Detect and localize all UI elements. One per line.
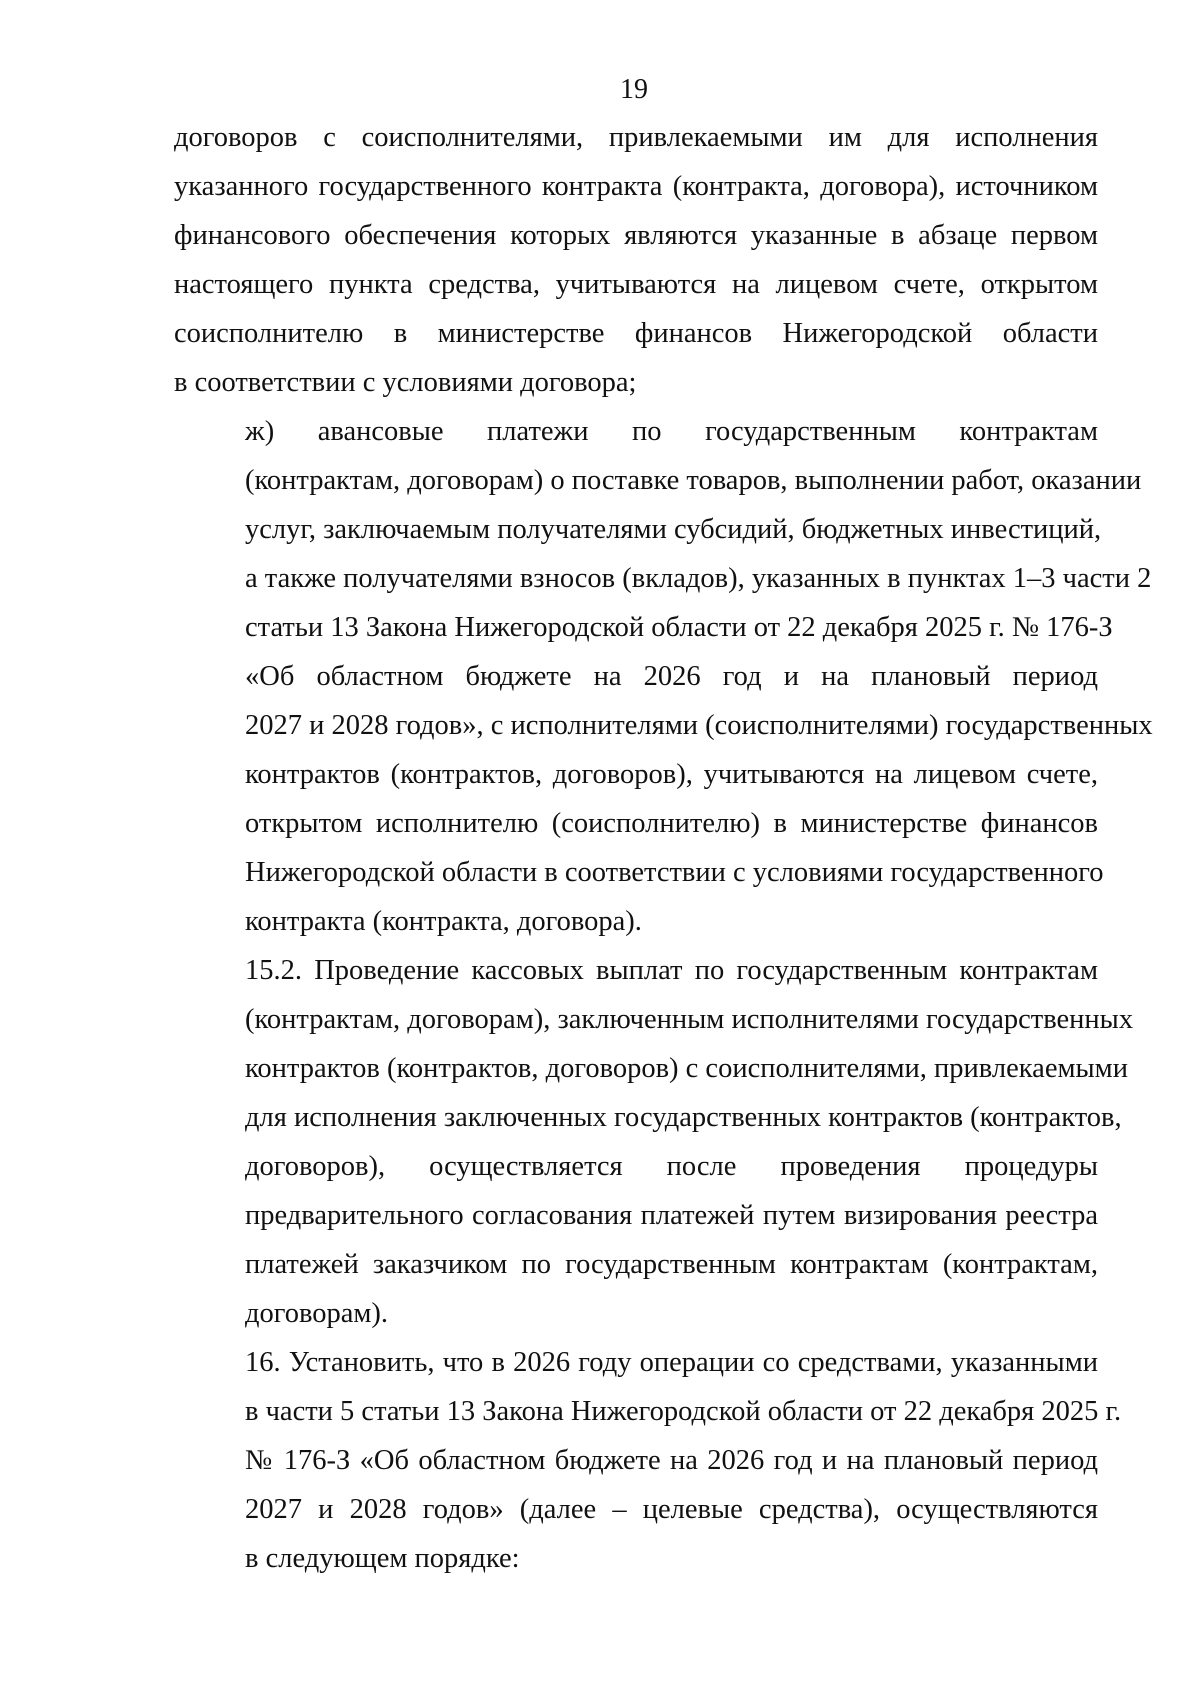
paragraph-line: договоров с соисполнителями, привлекаемыми им для исполнения: [174, 122, 1098, 153]
paragraph-line: 15.2. Проведение кассовых выплат по государственным контрактам: [245, 955, 1098, 986]
paragraph: [174, 407, 1153, 946]
page-number: 19: [620, 74, 648, 105]
paragraph-line: открытом исполнителю (соисполнителю) в министерстве финансов: [245, 808, 1098, 839]
document-body: [174, 113, 1153, 1583]
paragraph-line: «Об областном бюджете на 2026 год и на плановый период: [245, 661, 1098, 692]
paragraph-line: № 176-З «Об областном бюджете на 2026 год и на плановый период: [245, 1445, 1098, 1476]
paragraph-line: 16. Установить, что в 2026 году операции со средствами, указанными: [245, 1347, 1098, 1378]
paragraph-line: а также получателями взносов (вкладов), указанных в пунктах 1–3 части 2: [245, 563, 1152, 594]
paragraph-line: соисполнителю в министерстве финансов Нижегородской области: [174, 318, 1098, 349]
paragraph-line: договорам).: [245, 1298, 389, 1329]
paragraph-line: контрактов (контрактов, договоров) с соисполнителями, привлекаемыми: [245, 1053, 1128, 1084]
paragraph-line: настоящего пункта средства, учитываются на лицевом счете, открытом: [174, 269, 1098, 300]
paragraph-line: платежей заказчиком по государственным контрактам (контрактам,: [245, 1249, 1098, 1280]
paragraph-line: контракта (контракта, договора).: [245, 906, 642, 937]
paragraph: [174, 946, 1134, 1338]
paragraph-line: в части 5 статьи 13 Закона Нижегородской области от 22 декабря 2025 г.: [245, 1396, 1122, 1427]
paragraph-line: ж) авансовые платежи по государственным контрактам: [245, 416, 1098, 447]
paragraph: [174, 113, 1098, 407]
paragraph-line: Нижегородской области в соответствии с условиями государственного: [245, 857, 1104, 888]
paragraph-line: в соответствии с условиями договора;: [174, 367, 637, 398]
paragraph-line: для исполнения заключенных государственных контрактов (контрактов,: [245, 1102, 1122, 1133]
paragraph-line: указанного государственного контракта (контракта, договора), источником: [174, 171, 1098, 202]
paragraph-line: контрактов (контрактов, договоров), учитываются на лицевом счете,: [245, 759, 1098, 790]
paragraph-line: в следующем порядке:: [245, 1543, 520, 1574]
paragraph-line: (контрактам, договорам), заключенным исполнителями государственных: [245, 1004, 1134, 1035]
paragraph-line: 2027 и 2028 годов» (далее – целевые средства), осуществляются: [245, 1494, 1098, 1525]
paragraph-line: договоров), осуществляется после проведения процедуры: [245, 1151, 1098, 1182]
paragraph-line: услуг, заключаемым получателями субсидий, бюджетных инвестиций,: [245, 514, 1102, 545]
paragraph-line: предварительного согласования платежей путем визирования реестра: [245, 1200, 1098, 1231]
paragraph: [174, 1338, 1122, 1583]
paragraph-line: (контрактам, договорам) о поставке товаров, выполнении работ, оказании: [245, 465, 1142, 496]
paragraph-line: финансового обеспечения которых являются указанные в абзаце первом: [174, 220, 1098, 251]
paragraph-line: 2027 и 2028 годов», с исполнителями (соисполнителями) государственных: [245, 710, 1153, 741]
paragraph-line: статьи 13 Закона Нижегородской области от 22 декабря 2025 г. № 176-З: [245, 612, 1113, 643]
